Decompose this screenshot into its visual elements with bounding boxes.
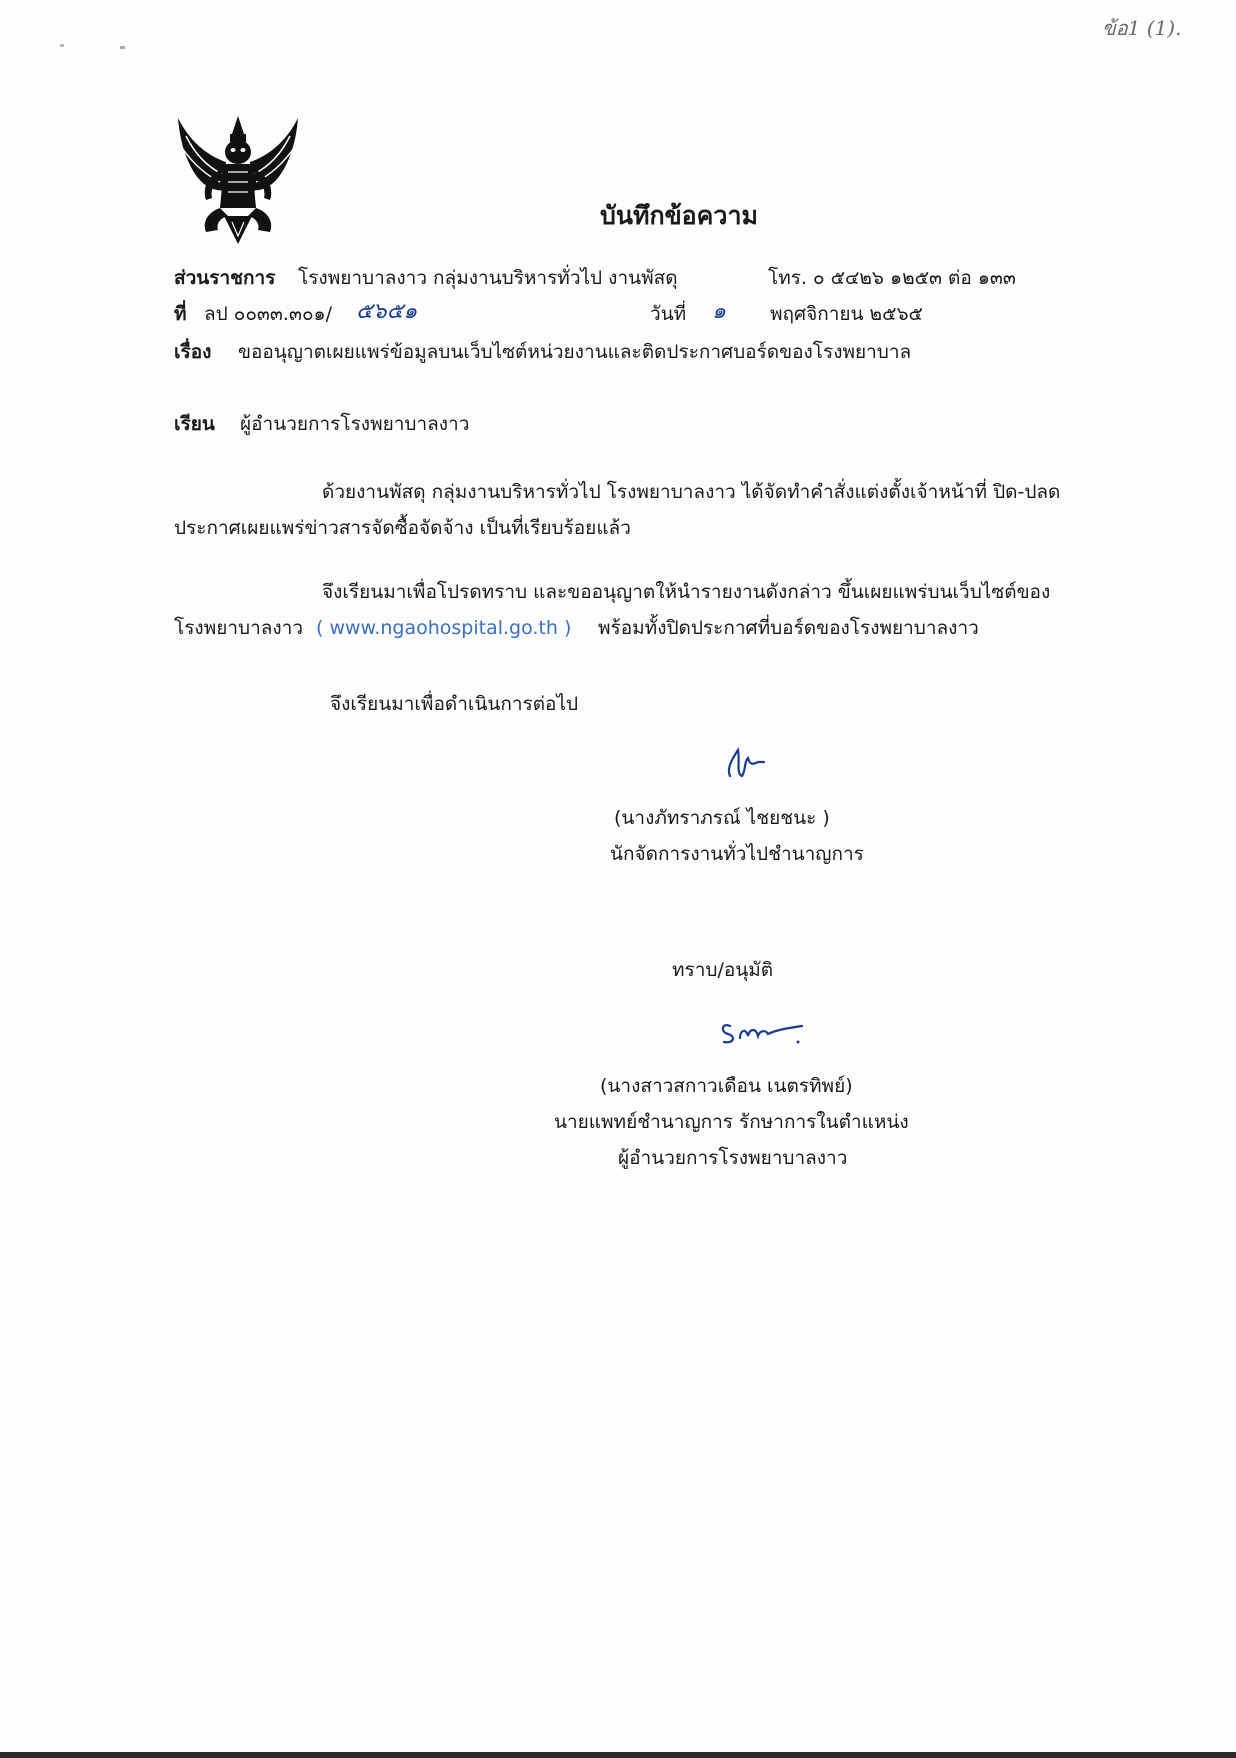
memo-title: บันทึกข้อความ [600, 201, 758, 230]
subject-label: เรื่อง [174, 341, 212, 363]
subject-value: ขออนุญาตเผยแพร่ข้อมูลบนเว็บไซต์หน่วยงานและติดประกาศบอร์ดของโรงพยาบาล [238, 341, 912, 363]
signer-2-name: (นางสาวสกาวเดือน เนตรทิพย์) [600, 1075, 853, 1097]
phone-number: โทร. ๐ ๕๔๒๖ ๑๒๕๓ ต่อ ๑๓๓ [768, 267, 1016, 289]
paragraph-3: จึงเรียนมาเพื่อดำเนินการต่อไป [330, 693, 579, 715]
date-day-handwritten: ๑ [712, 299, 726, 324]
date-month-year: พฤศจิกายน ๒๕๖๕ [770, 303, 923, 325]
approval-label: ทราบ/อนุมัติ [672, 959, 774, 981]
ref-handwritten-number: ๕๖๕๑ [356, 299, 418, 324]
scan-speck [60, 44, 64, 47]
agency-label: ส่วนราชการ [174, 267, 276, 289]
paragraph-1-line-2: ประกาศเผยแพร่ข่าวสารจัดซื้อจัดจ้าง เป็นที่เรียบร้อยแล้ว [174, 517, 631, 539]
scan-bottom-edge [0, 1752, 1236, 1758]
paragraph-2-line-1: จึงเรียนมาเพื่อโปรดทราบ และขออนุญาตให้นำรายงานดังกล่าว ขึ้นเผยแพร่บนเว็บไซต์ของ [322, 581, 1051, 603]
to-value: ผู้อำนวยการโรงพยาบาลงาว [240, 413, 470, 435]
to-label: เรียน [174, 413, 215, 435]
agency-value: โรงพยาบาลงาว กลุ่มงานบริหารทั่วไป งานพัสดุ [298, 267, 678, 289]
ref-number: ลป ๐๐๓๓.๓๐๑/ [204, 303, 332, 325]
signer-1-position: นักจัดการงานทั่วไปชำนาญการ [610, 843, 864, 865]
signer-2-position-line-2: ผู้อำนวยการโรงพยาบาลงาว [618, 1147, 848, 1169]
hospital-website-link[interactable]: ( www.ngaohospital.go.th ) [316, 617, 572, 639]
corner-note: ข้อ1 (1). [1102, 16, 1182, 40]
garuda-emblem [172, 112, 304, 248]
date-label: วันที่ [650, 303, 687, 325]
scan-speck [120, 46, 125, 49]
ref-label: ที่ [174, 303, 187, 325]
paragraph-2-line-2-end: พร้อมทั้งปิดประกาศที่บอร์ดของโรงพยาบาลงาว [598, 617, 979, 639]
paragraph-1-line-1: ด้วยงานพัสดุ กลุ่มงานบริหารทั่วไป โรงพยาบาลงาว ได้จัดทำคำสั่งแต่งตั้งเจ้าหน้าที่ ปิด-ปลด [322, 481, 1061, 503]
signer-1-name: (นางภัทราภรณ์ ไชยชนะ ) [614, 807, 830, 829]
signer-2-position-line-1: นายแพทย์ชำนาญการ รักษาการในตำแหน่ง [554, 1111, 909, 1133]
signature-1 [720, 740, 780, 786]
paragraph-2-line-2-start: โรงพยาบาลงาว [174, 617, 304, 639]
signature-2 [714, 1012, 810, 1052]
